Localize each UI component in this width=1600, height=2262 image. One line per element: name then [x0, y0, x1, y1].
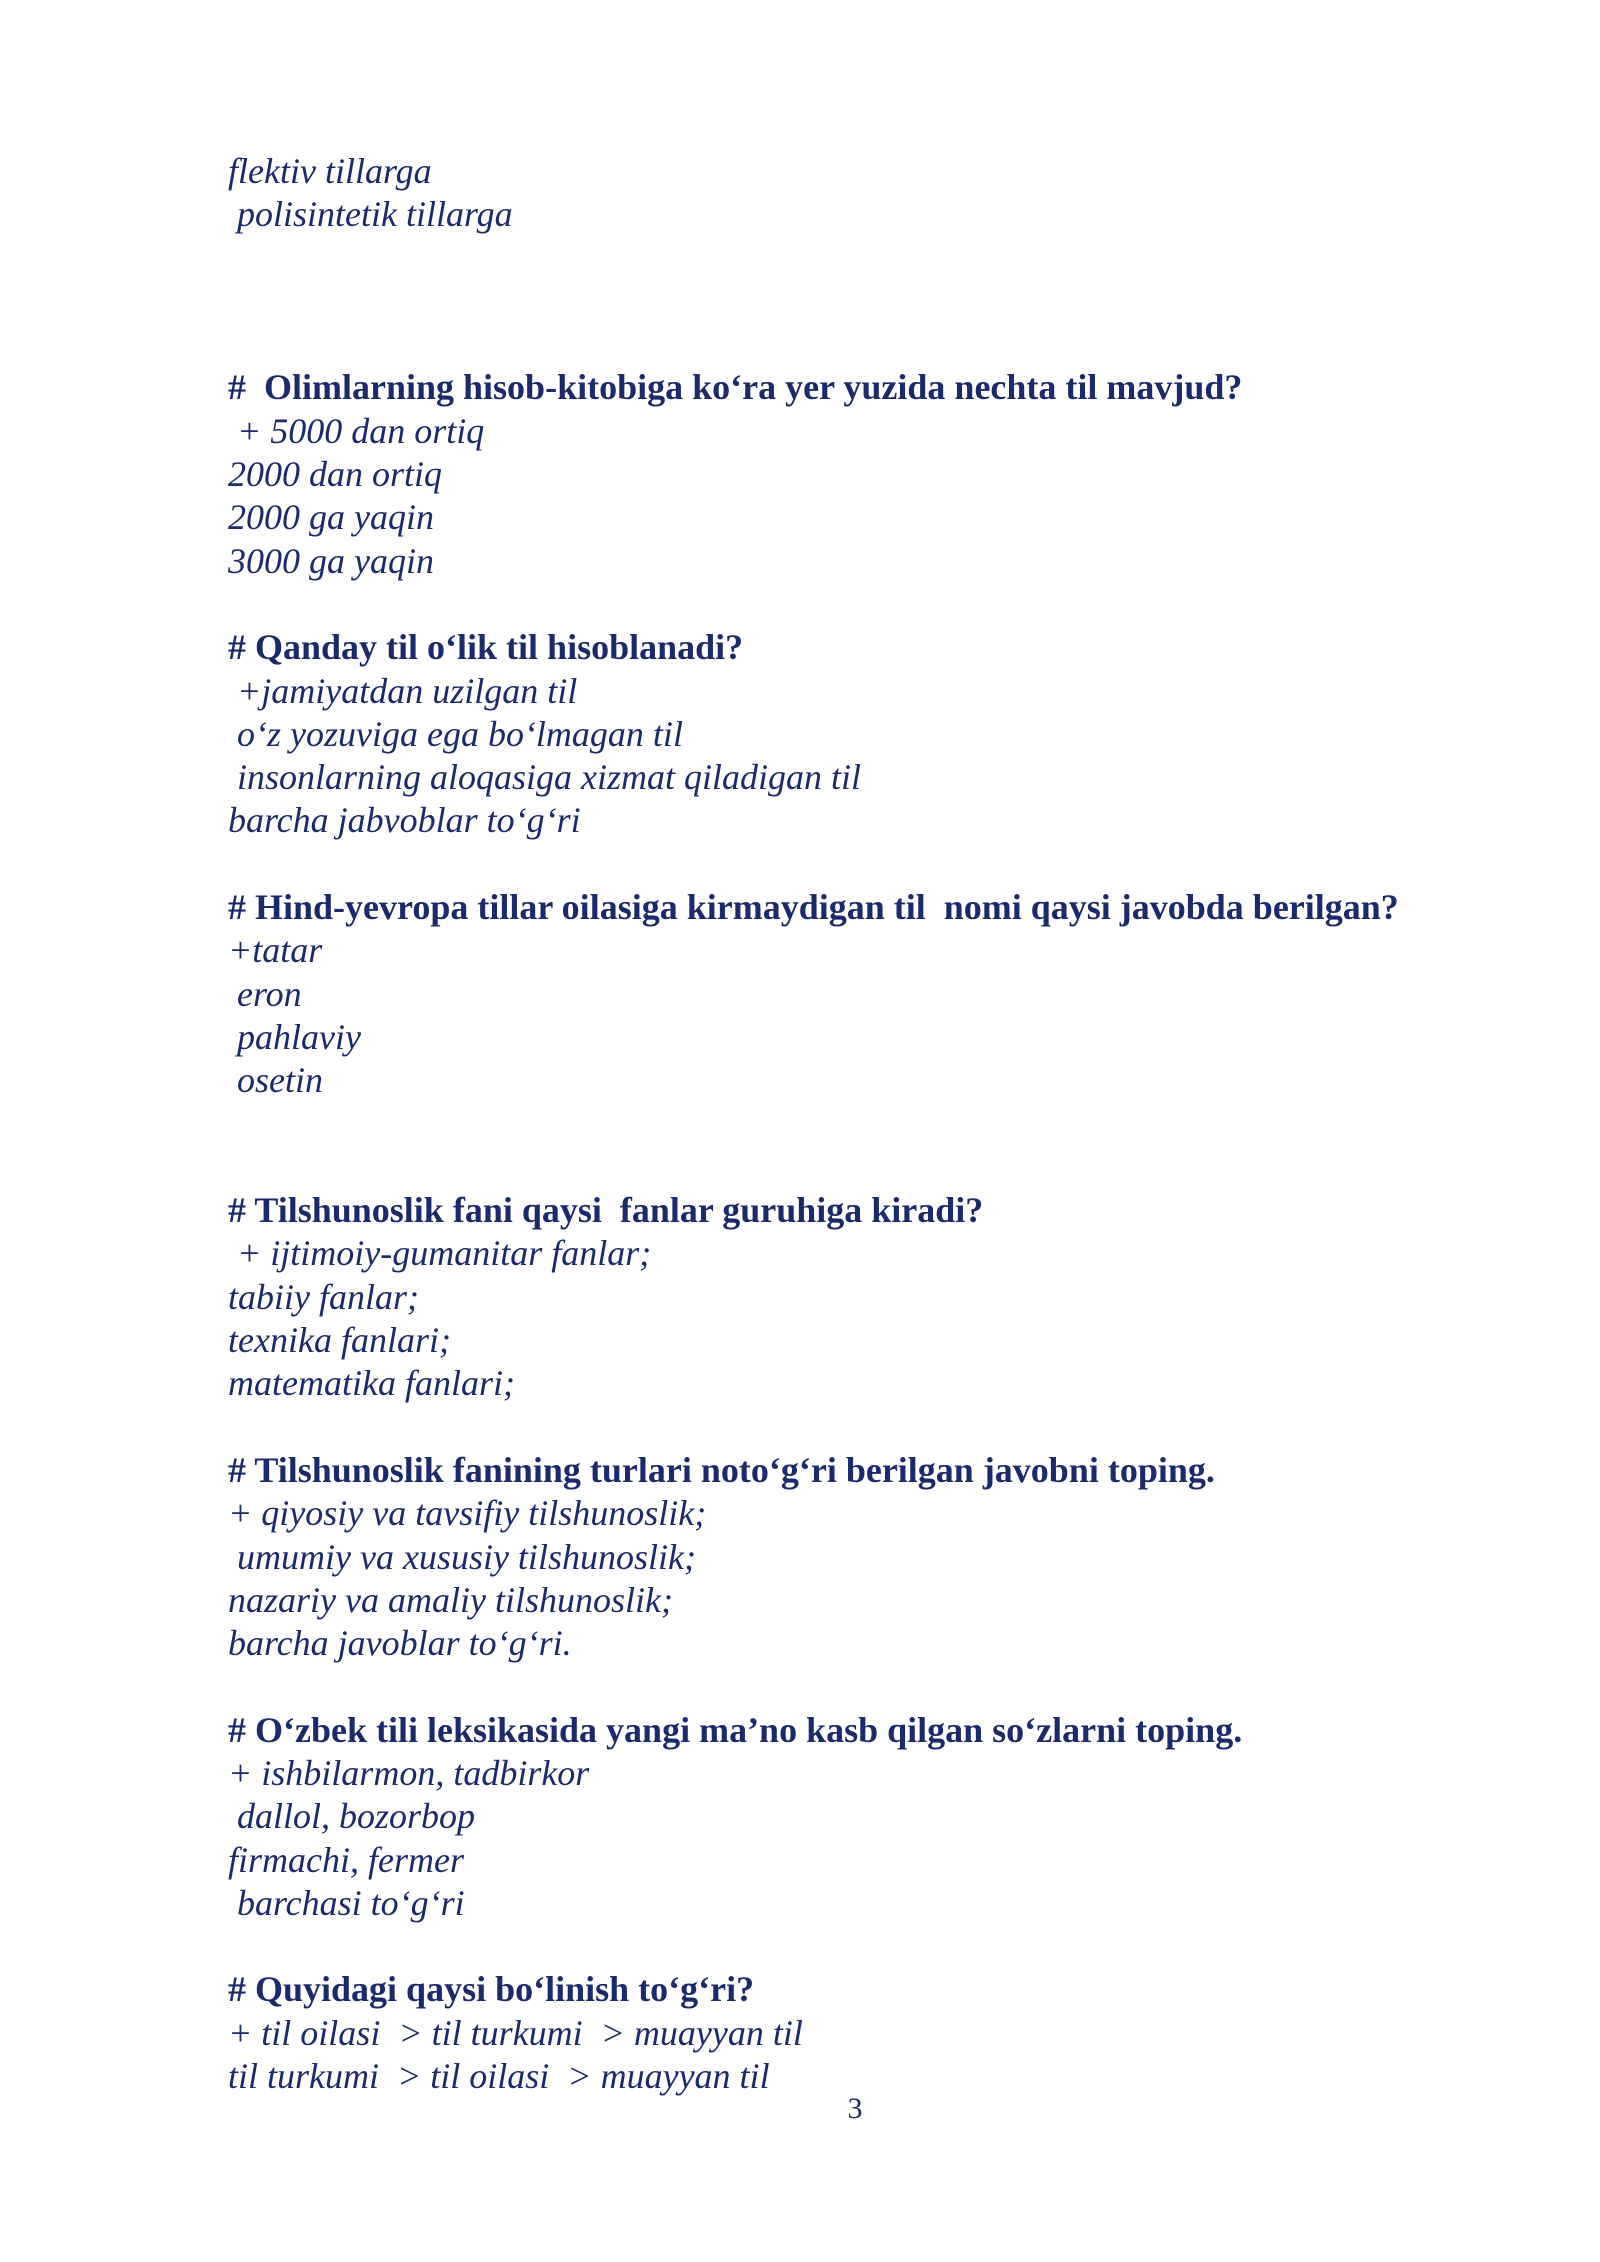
question-line: # Qanday til o‘lik til hisoblanadi?: [228, 627, 744, 668]
answer-option: tabiiy fanlar;: [228, 1276, 419, 1317]
blank-line: [228, 1925, 1468, 1968]
answer-option: + 5000 dan ortiq: [228, 410, 485, 451]
answer-option: 2000 dan ortiq: [228, 454, 443, 495]
answer-option: nazariy va amaliy tilshunoslik;: [228, 1579, 673, 1620]
blank-line: [228, 1103, 1468, 1146]
blank-line: [228, 1665, 1468, 1708]
answer-option: texnika fanlari;: [228, 1320, 451, 1361]
question-line: # Tilshunoslik fanining turlari noto‘g‘ri berilgan javobni toping.: [228, 1449, 1215, 1490]
blank-line: [228, 237, 1468, 280]
blank-line: [228, 1406, 1468, 1449]
blank-line: [228, 323, 1468, 366]
answer-option: 3000 ga yaqin: [228, 540, 434, 581]
answer-option: osetin: [228, 1060, 323, 1101]
question-line: # Olimlarning hisob-kitobiga ko‘ra yer yuzida nechta til mavjud?: [228, 367, 1243, 408]
answer-option: polisintetik tillarga: [228, 194, 513, 235]
question-line: # Tilshunoslik fani qaysi fanlar guruhiga kiradi?: [228, 1190, 984, 1231]
answer-option: + til oilasi > til turkumi > muayyan til: [228, 2012, 803, 2053]
answer-option: +tatar: [228, 930, 323, 971]
answer-option: insonlarning aloqasiga xizmat qiladigan til: [228, 757, 862, 798]
blank-line: [228, 583, 1468, 626]
answer-option: barcha jabvoblar to‘g‘ri: [228, 800, 581, 841]
answer-option: pahlaviy: [228, 1016, 361, 1057]
page-number: 3: [847, 2092, 863, 2125]
answer-option: flektiv tillarga: [228, 151, 432, 191]
answer-option: 2000 ga yaqin: [228, 497, 434, 538]
question-line: # Hind-yevropa tillar oilasiga kirmaydigan til nomi qaysi javobda berilgan?: [228, 887, 1399, 928]
question-line: # O‘zbek tili leksikasida yangi ma’no kasb qilgan so‘zlarni toping.: [228, 1709, 1243, 1750]
answer-option: + ijtimoiy-gumanitar fanlar;: [228, 1233, 652, 1274]
document-page: [228, 150, 1468, 2098]
answer-option: til turkumi > til oilasi > muayyan til: [228, 2056, 770, 2097]
answer-option: umumiy va xususiy tilshunoslik;: [228, 1536, 696, 1577]
answer-option: +jamiyatdan uzilgan til: [228, 670, 578, 711]
question-line: # Quyidagi qaysi bo‘linish to‘g‘ri?: [228, 1969, 755, 2010]
blank-line: [228, 843, 1468, 886]
blank-line: [228, 1146, 1468, 1189]
answer-option: + qiyosiy va tavsifiy tilshunoslik;: [228, 1493, 707, 1534]
answer-option: barchasi to‘g‘ri: [228, 1882, 465, 1923]
blank-line: [228, 280, 1468, 323]
answer-option: dallol, bozorbop: [228, 1796, 476, 1837]
answer-option: + ishbilarmon, tadbirkor: [228, 1752, 590, 1793]
answer-option: barcha javoblar to‘g‘ri.: [228, 1623, 572, 1664]
answer-option: matematika fanlari;: [228, 1363, 515, 1404]
answer-option: firmachi, fermer: [228, 1839, 464, 1880]
answer-option: eron: [228, 973, 302, 1014]
answer-option: o‘z yozuviga ega bo‘lmagan til: [228, 713, 683, 754]
